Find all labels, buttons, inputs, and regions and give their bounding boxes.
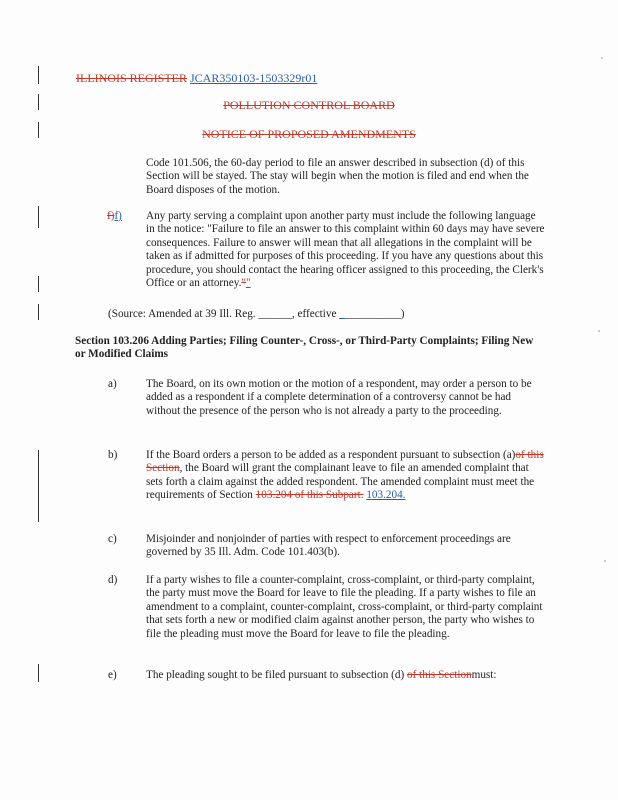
- item-e-text-1: The pleading sought to be filed pursuant to subsection (d): [146, 669, 407, 681]
- deleted-register-name: ILLINOIS REGISTER: [76, 71, 187, 85]
- item-e-deleted: of this Section: [407, 669, 472, 681]
- scan-speck: [601, 57, 603, 59]
- item-c-label: c): [108, 533, 117, 545]
- item-b-inserted: 103.204.: [366, 489, 406, 502]
- inserted-label: f): [114, 210, 122, 222]
- item-b-text-1: If the Board orders a person to be added as a respondent pursuant to subsection (a): [146, 449, 516, 461]
- change-bar: [38, 450, 39, 522]
- source-lead: (Source: Amended at 39 Ill. Reg. ______, effective: [108, 308, 337, 320]
- item-d-text: If a party wishes to file a counter-complaint, cross-complaint, or third-party complaint, the party must move the Board for leave to file the pleading. If a party wishes to file an amendment to a complaint, counter-complaint, cross-complaint, or third-party complaint that sets forth a new or modified claim against another person, the party who wishes to file the pleading must move the Board for leave to file the pleading.: [146, 574, 543, 640]
- change-bar: [38, 304, 39, 320]
- item-b-text: [146, 449, 544, 503]
- item-a-label: a): [108, 378, 117, 390]
- item-e-text: [146, 669, 546, 682]
- change-bar: [38, 66, 39, 84]
- paragraph-f: [146, 210, 546, 290]
- item-e-text-2: must:: [471, 669, 497, 681]
- item-b-label: b): [108, 449, 118, 461]
- change-bar: [38, 206, 39, 228]
- deleted-label: f): [107, 210, 115, 222]
- paragraph-f-label: [107, 210, 122, 222]
- source-note: [108, 308, 528, 321]
- item-d-label: d): [108, 574, 118, 586]
- item-b-deleted-2: 103.204 of this Subpart.: [255, 489, 364, 502]
- board-name: POLLUTION CONTROL BOARD: [223, 98, 395, 112]
- scan-speck: [598, 330, 600, 332]
- item-b-deleted-1: of this Section: [146, 449, 544, 475]
- section-heading: Section 103.206 Adding Parties; Filing Counter-, Cross-, or Third-Party Complaints; Filing New or Modified Claims: [75, 335, 534, 361]
- inserted-quote: ": [245, 277, 251, 290]
- notice-title: NOTICE OF PROPOSED AMENDMENTS: [202, 127, 416, 141]
- change-bar: [38, 276, 39, 292]
- register-header: [76, 71, 317, 86]
- scan-speck: [604, 560, 606, 562]
- source-inserted-blank: _: [339, 308, 345, 320]
- item-e-label: e): [108, 669, 117, 681]
- change-bar: [38, 664, 39, 682]
- item-c-text: Misjoinder and nonjoinder of parties with respect to enforcement proceedings are governed by 35 Ill. Adm. Code 101.403(b).: [146, 533, 511, 559]
- deleted-quote: ": [241, 277, 246, 290]
- item-a-text: The Board, on its own motion or the motion of a respondent, may order a person to be added as a respondent if a complete determination of a controversy cannot be had without the presence of the person who is not already a party to the proceeding.: [146, 378, 532, 417]
- paragraph-f-text: Any party serving a complaint upon another party must include the following language in the notice: "Failure to file an answer to this complaint within 60 days may have severe consequences. Failure to answer will mean that all allegations in the complaint will be taken as if admitted for purposes of this proceeding. If you have any questions about this procedure, you should contact the hearing officer assigned to this proceeding, the Clerk's Office or an attorney.: [146, 210, 545, 290]
- continued-paragraph: Code 101.506, the 60-day period to file an answer described in subsection (d) of this Section will be stayed. The stay will begin when the motion is filed and end when the Board disposes of the motion.: [146, 157, 529, 196]
- item-b-text-2: , the Board will grant the complainant leave to file an amended complaint that sets forth a claim against the added respondent. The amended complaint must meet the requirements of Section: [146, 462, 535, 502]
- inserted-jcar-id: JCAR350103-1503329r01: [190, 71, 318, 85]
- source-tail: __________): [344, 308, 405, 320]
